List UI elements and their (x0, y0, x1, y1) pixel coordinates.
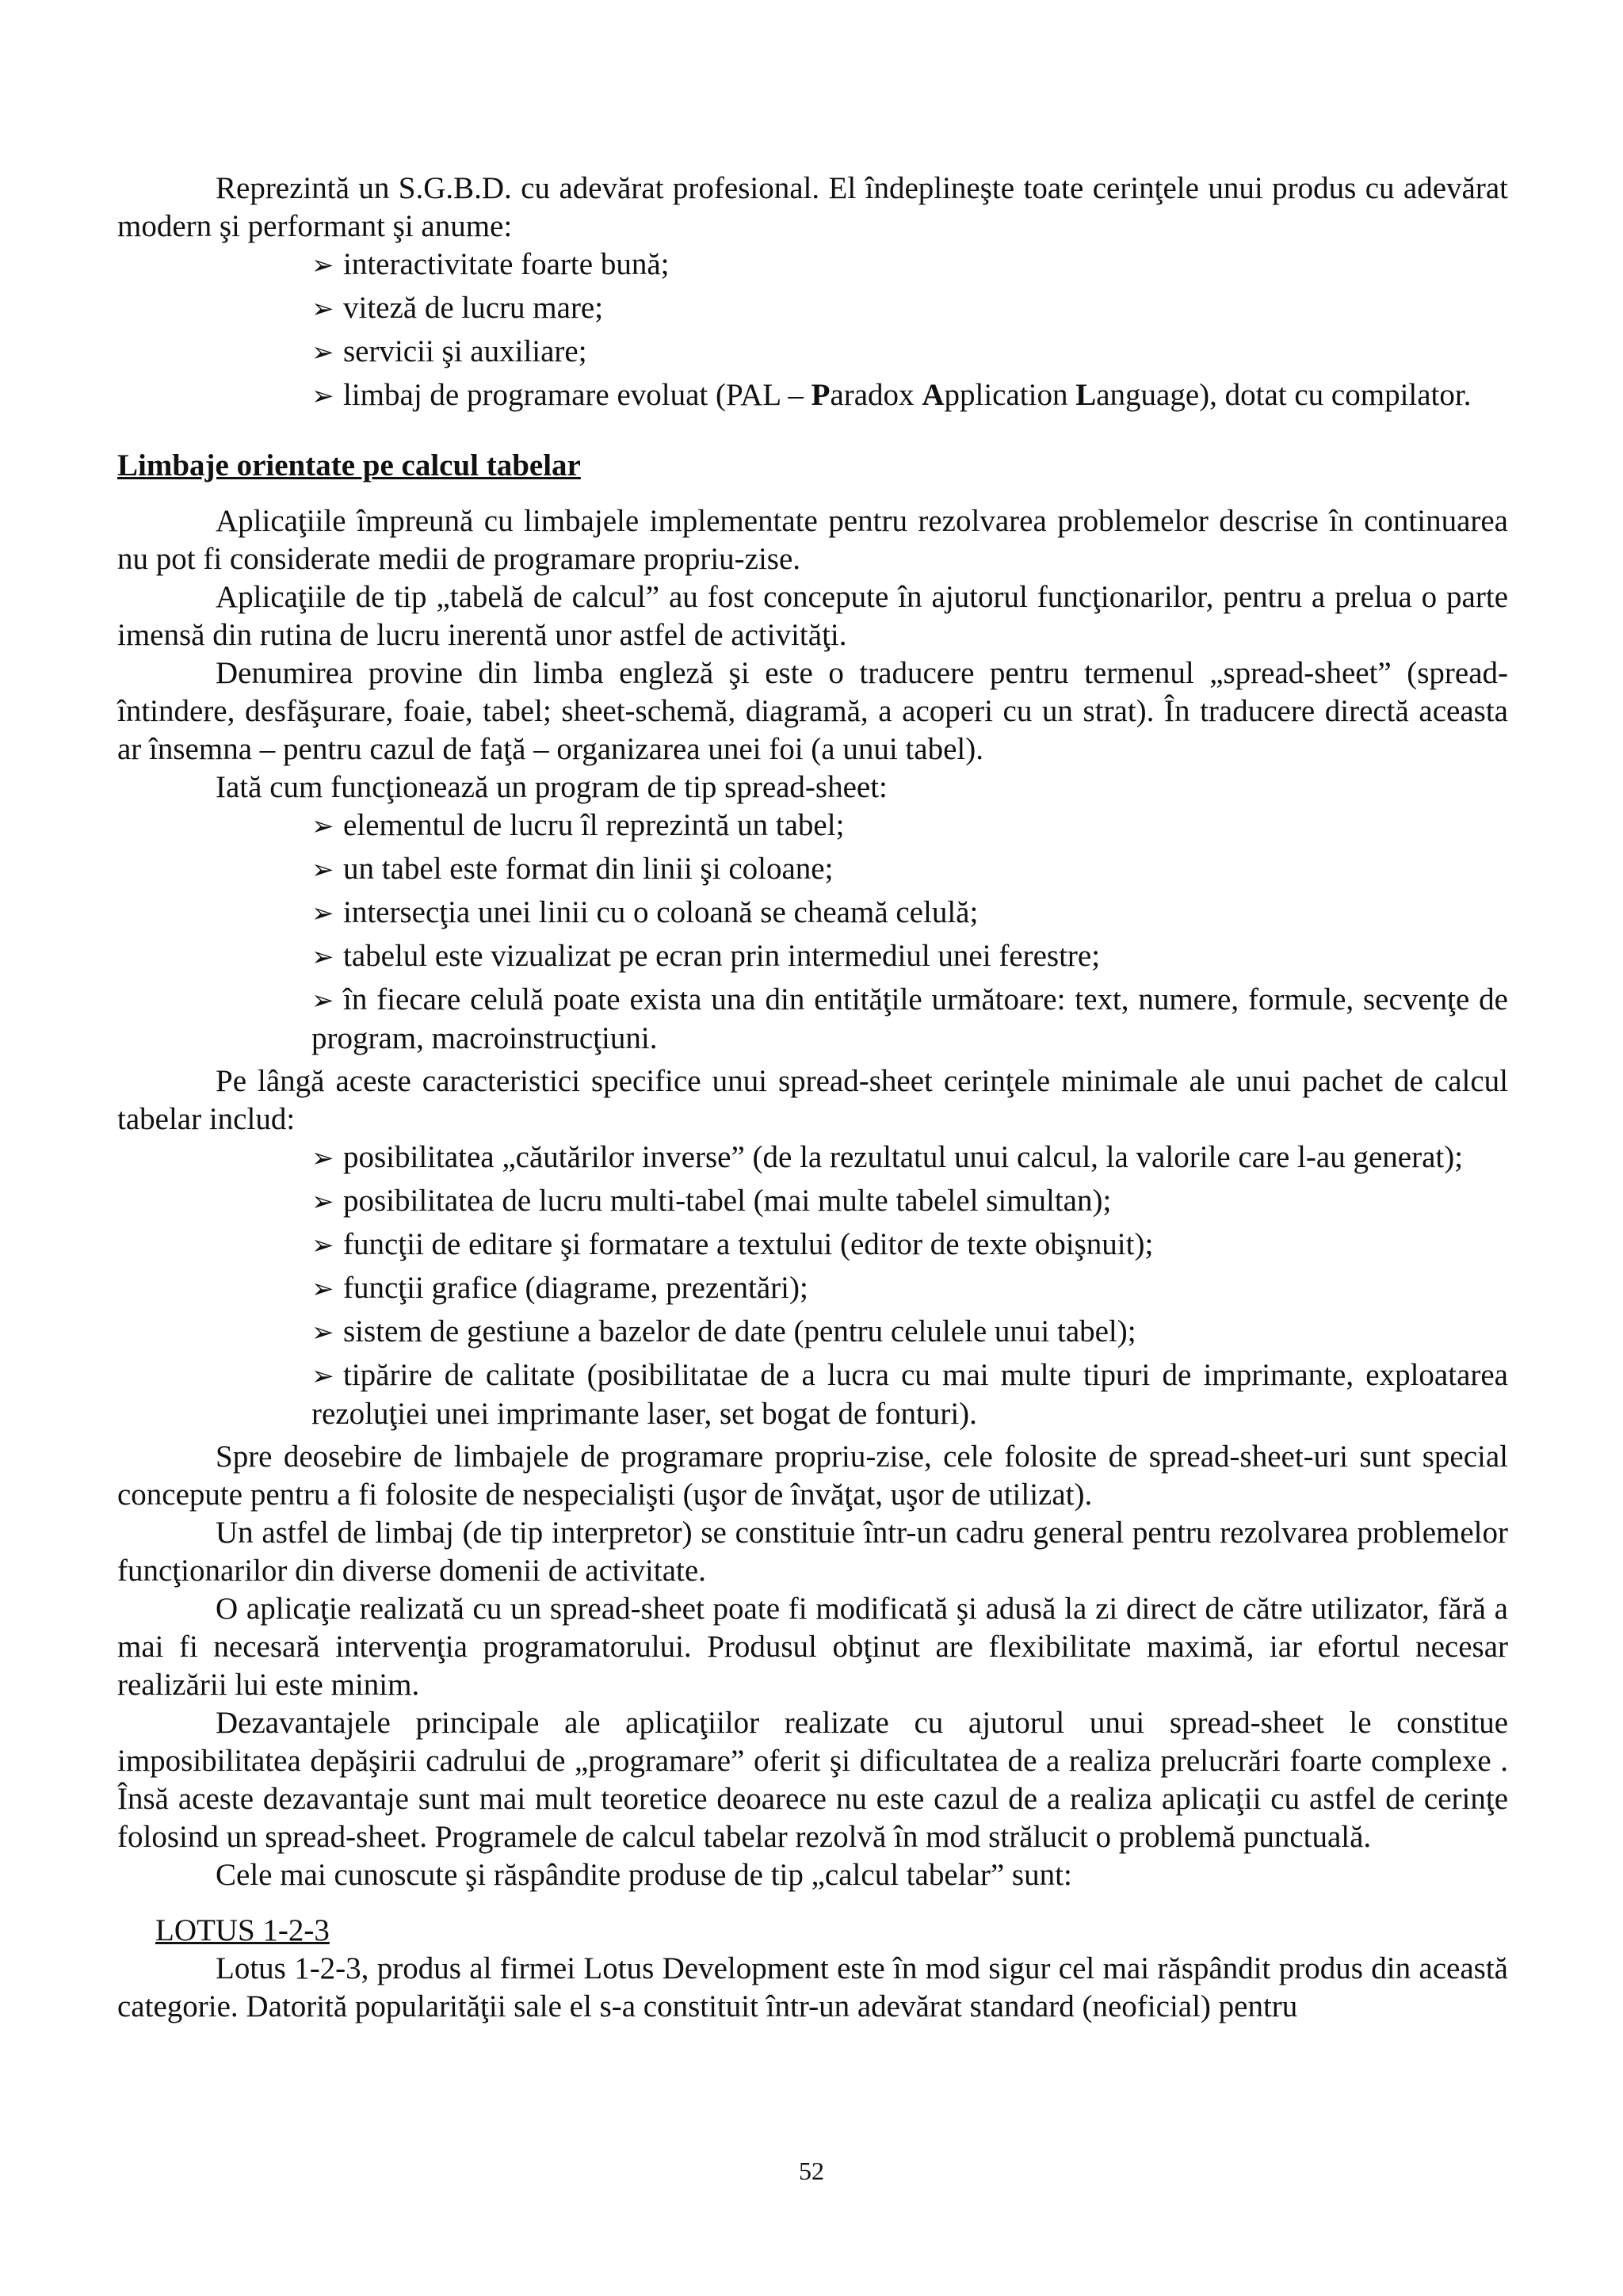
arrow-bullet-icon: ➢ (311, 854, 334, 886)
paragraph: Aplicaţiile de tip „tabelă de calcul” au fost concepute în ajutorul funcţionarilor, pentru a prelua o parte imensă din rutina de lucru inerentă unor astfel de activităţi. (117, 580, 1508, 652)
list-item: ➢ posibilitatea de lucru multi-tabel (mai multe tabelel simultan); (311, 1182, 1508, 1221)
list-item: ➢ funcţii grafice (diagrame, prezentări); (311, 1269, 1508, 1308)
arrow-bullet-icon: ➢ (311, 1273, 334, 1305)
arrow-bullet-icon: ➢ (311, 1186, 334, 1218)
arrow-bullet-icon: ➢ (311, 380, 334, 412)
intro-bullet-list (117, 246, 1508, 415)
arrow-bullet-icon: ➢ (311, 1360, 334, 1392)
list-item: ➢ limbaj de programare evoluat (PAL – Paradox Application Language), dotat cu compilator. (311, 376, 1508, 415)
list-item: ➢ interactivitate foarte bună; (311, 246, 1508, 284)
list-item: ➢ posibilitatea „căutărilor inverse” (de la rezultatul unui calcul, la valorile care l-au generat); (311, 1138, 1508, 1177)
arrow-bullet-icon: ➢ (311, 337, 334, 368)
paragraph: Spre deosebire de limbajele de programare propriu-zise, cele folosite de spread-sheet-uri sunt special concepute pentru a fi folosite de nespecialişti (uşor de învăţat, uşor de utilizat). (117, 1440, 1508, 1512)
paragraph: Un astfel de limbaj (de tip interpretor) se constituie într-un cadru general pentru rezolvarea problemelor funcţionarilor din diverse domenii de activitate. (117, 1516, 1508, 1588)
arrow-bullet-icon: ➢ (311, 941, 334, 973)
intro-paragraph: Reprezintă un S.G.B.D. cu adevărat profesional. El îndeplineşte toate cerinţele unui produs cu adevărat modern şi performant şi anume: (117, 171, 1508, 243)
arrow-bullet-icon: ➢ (311, 898, 334, 929)
paragraph: Iată cum funcţionează un program de tip spread-sheet: (216, 770, 888, 804)
list-item: ➢ tipărire de calitate (posibilitatae de a lucra cu mai multe tipuri de imprimante, exploatarea rezoluţiei unei imprimante laser, set bogat de fonturi). (311, 1358, 1508, 1431)
paragraph: Pe lângă aceste caracteristici specifice unui spread-sheet cerinţele minimale ale unui pachet de calcul tabelar includ: (117, 1064, 1508, 1136)
list-item: ➢ tabelul este vizualizat pe ecran prin intermediul unei ferestre; (311, 937, 1508, 976)
list-item: ➢ funcţii de editare şi formatare a textului (editor de texte obişnuit); (311, 1226, 1508, 1264)
paragraph: Dezavantajele principale ale aplicaţiilor realizate cu ajutorul unui spread-sheet le constitue imposibilitatea depăşirii cadrului de „programare” oferit şi dificultatea de a realiza prelucrări foarte complexe . Însă aceste dezavantaje sunt mai mult teoretice deoarece nu este cazul de a realiza aplicaţii cu astfel de cerinţe folosind un spread-sheet. Programele de calcul tabelar rezolvă în mod strălucit o problemă punctuală. (117, 1706, 1508, 1854)
arrow-bullet-icon: ➢ (311, 1317, 334, 1348)
arrow-bullet-icon: ➢ (311, 293, 334, 325)
paragraph: Aplicaţiile împreună cu limbajele implementate pentru rezolvarea problemelor descrise în continuarea nu pot fi considerate medii de programare propriu-zise. (117, 504, 1508, 576)
requirements-list (117, 1138, 1508, 1433)
list-item: ➢ viteză de lucru mare; (311, 289, 1508, 328)
paragraph: Cele mai cunoscute şi răspândite produse de tip „calcul tabelar” sunt: (216, 1858, 1072, 1892)
list-item: ➢ intersecţia unei linii cu o coloană se cheamă celulă; (311, 894, 1508, 933)
arrow-bullet-icon: ➢ (311, 1230, 334, 1261)
list-item: ➢ elementul de lucru îl reprezintă un tabel; (311, 807, 1508, 845)
paragraph: O aplicaţie realizată cu un spread-sheet poate fi modificată şi adusă la zi direct de către utilizator, fără a mai fi necesară intervenţia programatorului. Produsul obţinut are flexibilitate maximă, iar efortul necesar realizării lui este minim. (117, 1592, 1508, 1702)
list-item: ➢ sistem de gestiune a bazelor de date (pentru celulele unui tabel); (311, 1313, 1508, 1352)
spreadsheet-features-list (117, 807, 1508, 1058)
arrow-bullet-icon: ➢ (311, 1142, 334, 1174)
page-content (117, 170, 1508, 2026)
list-item: ➢ un tabel este format din linii şi coloane; (311, 850, 1508, 889)
arrow-bullet-icon: ➢ (311, 250, 334, 281)
arrow-bullet-icon: ➢ (311, 985, 334, 1016)
list-item: ➢ servicii şi auxiliare; (311, 333, 1508, 372)
arrow-bullet-icon: ➢ (311, 810, 334, 842)
section-heading: Limbaje orientate pe calcul tabelar (117, 448, 581, 482)
lotus-heading: LOTUS 1-2-3 (155, 1913, 330, 1947)
list-item: ➢ în fiecare celulă poate exista una din entităţile următoare: text, numere, formule, secvenţe de program, macroinstrucţiuni. (311, 982, 1508, 1055)
page-number: 52 (799, 2157, 824, 2185)
paragraph: Denumirea provine din limba engleză şi este o traducere pentru termenul „spread-sheet” (spread-întindere, desfăşurare, foaie, tabel; sheet-schemă, diagramă, a acoperi cu un strat). În traducere directă aceasta ar însemna – pentru cazul de faţă – organizarea unei foi (a unui tabel). (117, 656, 1508, 766)
paragraph: Lotus 1-2-3, produs al firmei Lotus Development este în mod sigur cel mai răspândit produs din această categorie. Datorită popularităţii sale el s-a constituit într-un adevărat standard (neoficial) pentru (117, 1951, 1508, 2023)
